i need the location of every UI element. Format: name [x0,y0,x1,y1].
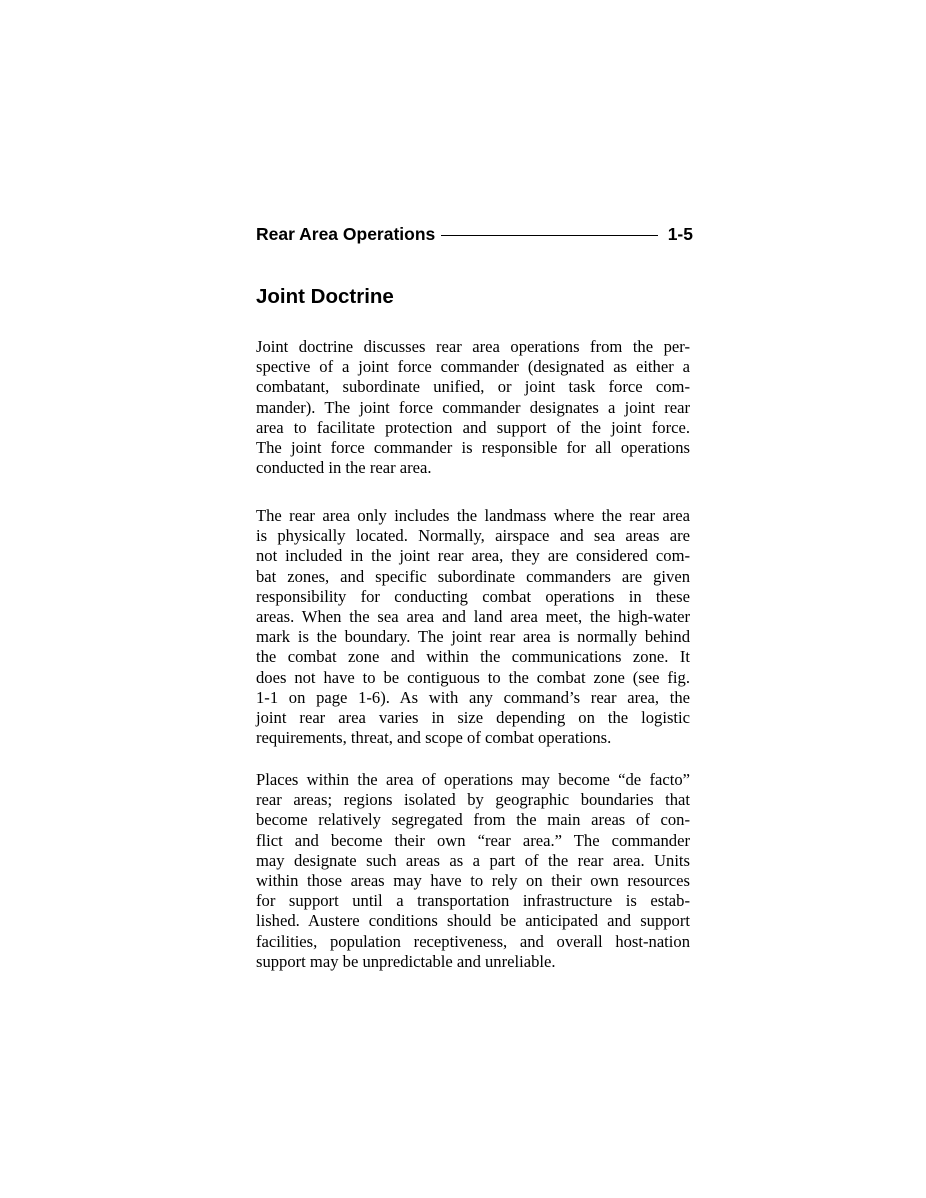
paragraph-line: does not have to be contiguous to the combat zone (see fig. [256,667,690,687]
running-header-title: Rear Area Operations [256,223,436,244]
paragraph-line: The rear area only includes the landmass where the rear area [256,506,690,525]
paragraph-2 [256,506,690,748]
paragraph-line: the combat zone and within the communications zone. It [256,647,690,667]
paragraph-line: The joint force commander is responsible for all operations [256,437,690,457]
paragraph-line: 1-1 on page 1-6). As with any command’s rear area, the [256,687,690,707]
paragraph-line: mark is the boundary. The joint rear area is normally behind [256,627,690,647]
paragraph-line: area to facilitate protection and support of the joint force. [256,417,690,437]
paragraph-line: rear areas; regions isolated by geographic boundaries that [256,790,690,810]
running-header-rule [441,235,657,236]
paragraph-line: bat zones, and specific subordinate commanders are given [256,566,690,586]
paragraph-line: mander). The joint force commander designates a joint rear [256,397,690,417]
paragraph-line: joint rear area varies in size depending on the logistic [256,707,690,727]
paragraph-line: may designate such areas as a part of the rear area. Units [256,850,690,870]
paragraph-line: within those areas may have to rely on their own resources [256,870,690,890]
paragraph-line: responsibility for conducting combat operations in these [256,586,690,606]
paragraph-3 [256,770,690,972]
section-title: Joint Doctrine [256,285,394,308]
paragraph-line: combatant, subordinate unified, or joint task force com- [256,377,690,397]
paragraph-line: Joint doctrine discusses rear area operations from the per- [256,337,690,356]
paragraph-line: support may be unpredictable and unreliable. [256,951,556,971]
paragraph-line: Places within the area of operations may become “de facto” [256,770,690,789]
paragraph-line: conducted in the rear area. [256,458,432,478]
paragraph-line: become relatively segregated from the main areas of con- [256,810,690,830]
paragraph-line: lished. Austere conditions should be anticipated and support [256,911,690,931]
paragraph-line: for support until a transportation infrastructure is estab- [256,891,690,911]
paragraph-line: flict and become their own “rear area.” The commander [256,830,690,850]
paragraph-line: is physically located. Normally, airspace and sea areas are [256,526,690,546]
paragraph-line: requirements, threat, and scope of combat operations. [256,728,612,748]
paragraph-line: spective of a joint force commander (designated as either a [256,357,690,377]
paragraph-line: areas. When the sea area and land area meet, the high-water [256,606,690,626]
paragraph-line: facilities, population receptiveness, and overall host-nation [256,931,690,951]
paragraph-1 [256,337,690,478]
page-number: 1-5 [667,223,693,244]
running-header [256,222,693,246]
paragraph-line: not included in the joint rear area, they are considered com- [256,546,690,566]
